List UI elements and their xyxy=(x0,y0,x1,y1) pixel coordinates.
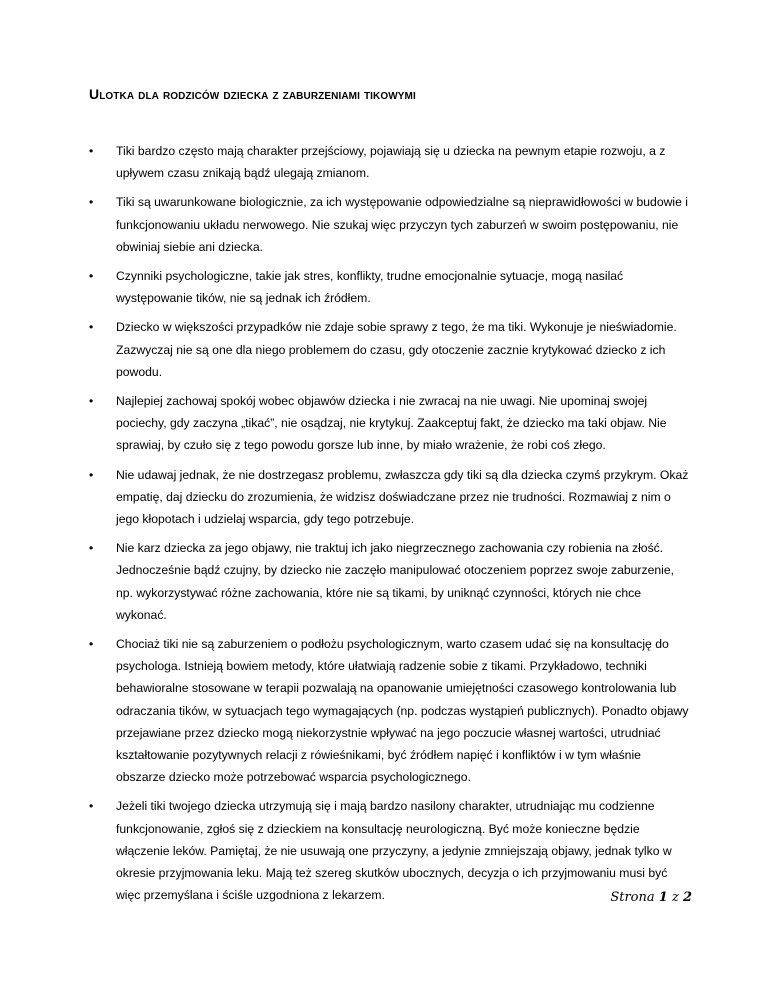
list-item xyxy=(89,316,689,383)
list-item-text: Jeżeli tiki twojego dziecka utrzymują się i mają bardzo nasilony charakter, utrudniając mu codzienne funkcjonowanie, zgłoś się z dzieckiem na konsultację neurologiczną. Być może konieczne będzie włączenie leków. Pamiętaj, że nie usuwają one przyczyny, a jedynie zmniejszają objawy, jednak tylko w okresie przyjmowania leku. Mają też szereg skutków ubocznych, decyzja o ich przyjmowaniu musi być więc przemyślana i ściśle uzgodniona z lekarzem. xyxy=(116,799,672,903)
total-pages: 2 xyxy=(682,890,692,905)
list-item xyxy=(89,390,689,457)
list-item-text: Nie karz dziecka za jego objawy, nie traktuj ich jako niegrzecznego zachowania czy robienia na złość. Jednocześnie bądź czujny, by dziecko nie zaczęło manipulować otoczeniem poprzez swoje zaburzenie, np. wykorzystywać różne zachowania, które nie są tikami, by uniknąć czynności, których nie chce wykonać. xyxy=(116,541,674,622)
list-item xyxy=(89,265,689,309)
list-item xyxy=(89,191,689,258)
bullet-icon: • xyxy=(89,541,94,556)
bullet-icon: • xyxy=(89,799,94,814)
bullet-icon: • xyxy=(89,269,94,284)
page-of-label: z xyxy=(671,890,679,905)
list-item xyxy=(89,633,689,788)
list-item xyxy=(89,795,689,906)
list-item-text: Nie udawaj jednak, że nie dostrzegasz problemu, zwłaszcza gdy tiki są dla dziecka czymś przykrym. Okaż empatię, daj dziecku do zrozumienia, że widzisz doświadczane przez nie trudności. Rozmawiaj z nim o jego kłopotach i udzielaj wsparcia, gdy tego potrzebuje. xyxy=(116,467,689,527)
page-label: Strona xyxy=(610,890,655,905)
list-item-text: Tiki bardzo często mają charakter przejściowy, pojawiają się u dziecka na pewnym etapie rozwoju, a z upływem czasu znikają bądź ulegają zmianom. xyxy=(116,144,666,181)
list-item-text: Czynniki psychologiczne, takie jak stres, konflikty, trudne emocjonalnie sytuacje, mogą nasilać występowanie tików, nie są jednak ich źródłem. xyxy=(116,269,624,306)
bullet-icon: • xyxy=(89,144,94,158)
page-number-footer xyxy=(610,890,692,905)
list-item-text: Chociaż tiki nie są zaburzeniem o podłożu psychologicznym, warto czasem udać się na konsultację do psychologa. Istnieją bowiem metody, które ułatwiają radzenie sobie z tikami. Przykładowo, techniki behawioralne stosowane w terapii pozwalają na opanowanie umiejętności czasowego kontrolowania lub odraczania tików, w sytuacjach tego wymagających (np. podczas wystąpień publicznych). Ponadto objawy przejawiane przez dziecko mogą niekorzystnie wpływać na jego poczucie własnej wartości, utrudniać kształtowanie pozytywnych relacji z rówieśnikami, być źródłem napięć i konfliktów i w tym właśnie obszarze dziecko może potrzebować wsparcia psychologicznego. xyxy=(116,637,689,785)
list-item-text: Tiki są uwarunkowane biologicznie, za ich występowanie odpowiedzialne są nieprawidłowości w budowie i funkcjonowaniu układu nerwowego. Nie szukaj więc przyczyn tych zaburzeń w swoim postępowaniu, nie obwiniaj siebie ani dziecka. xyxy=(116,195,688,254)
bullet-icon: • xyxy=(89,467,94,482)
bullet-list xyxy=(89,140,689,914)
document-title: Ulotka dla rodziców dziecka z zaburzeniami tikowymi xyxy=(89,86,416,102)
bullet-icon: • xyxy=(89,637,94,652)
list-item xyxy=(89,537,689,626)
list-item-text: Dziecko w większości przypadków nie zdaje sobie sprawy z tego, że ma tiki. Wykonuje je nieświadomie. Zazwyczaj nie są one dla niego problemem do czasu, gdy otoczenie zacznie krytykować dziecko z ich powodu. xyxy=(116,320,677,379)
current-page: 1 xyxy=(658,890,668,905)
list-item xyxy=(89,140,689,184)
list-item xyxy=(89,464,689,531)
bullet-icon: • xyxy=(89,320,94,335)
list-item-text: Najlepiej zachowaj spokój wobec objawów dziecka i nie zwracaj na nie uwagi. Nie upominaj swojej pociechy, gdy zaczyna „tikać”, nie osądzaj, nie krytykuj. Zaakceptuj fakt, że dziecko ma taki objaw. Nie sprawiaj, by czuło się z tego powodu gorsze lub inne, by miało wrażenie, że robi coś złego. xyxy=(116,394,667,453)
bullet-icon: • xyxy=(89,394,94,409)
bullet-icon: • xyxy=(89,195,94,210)
